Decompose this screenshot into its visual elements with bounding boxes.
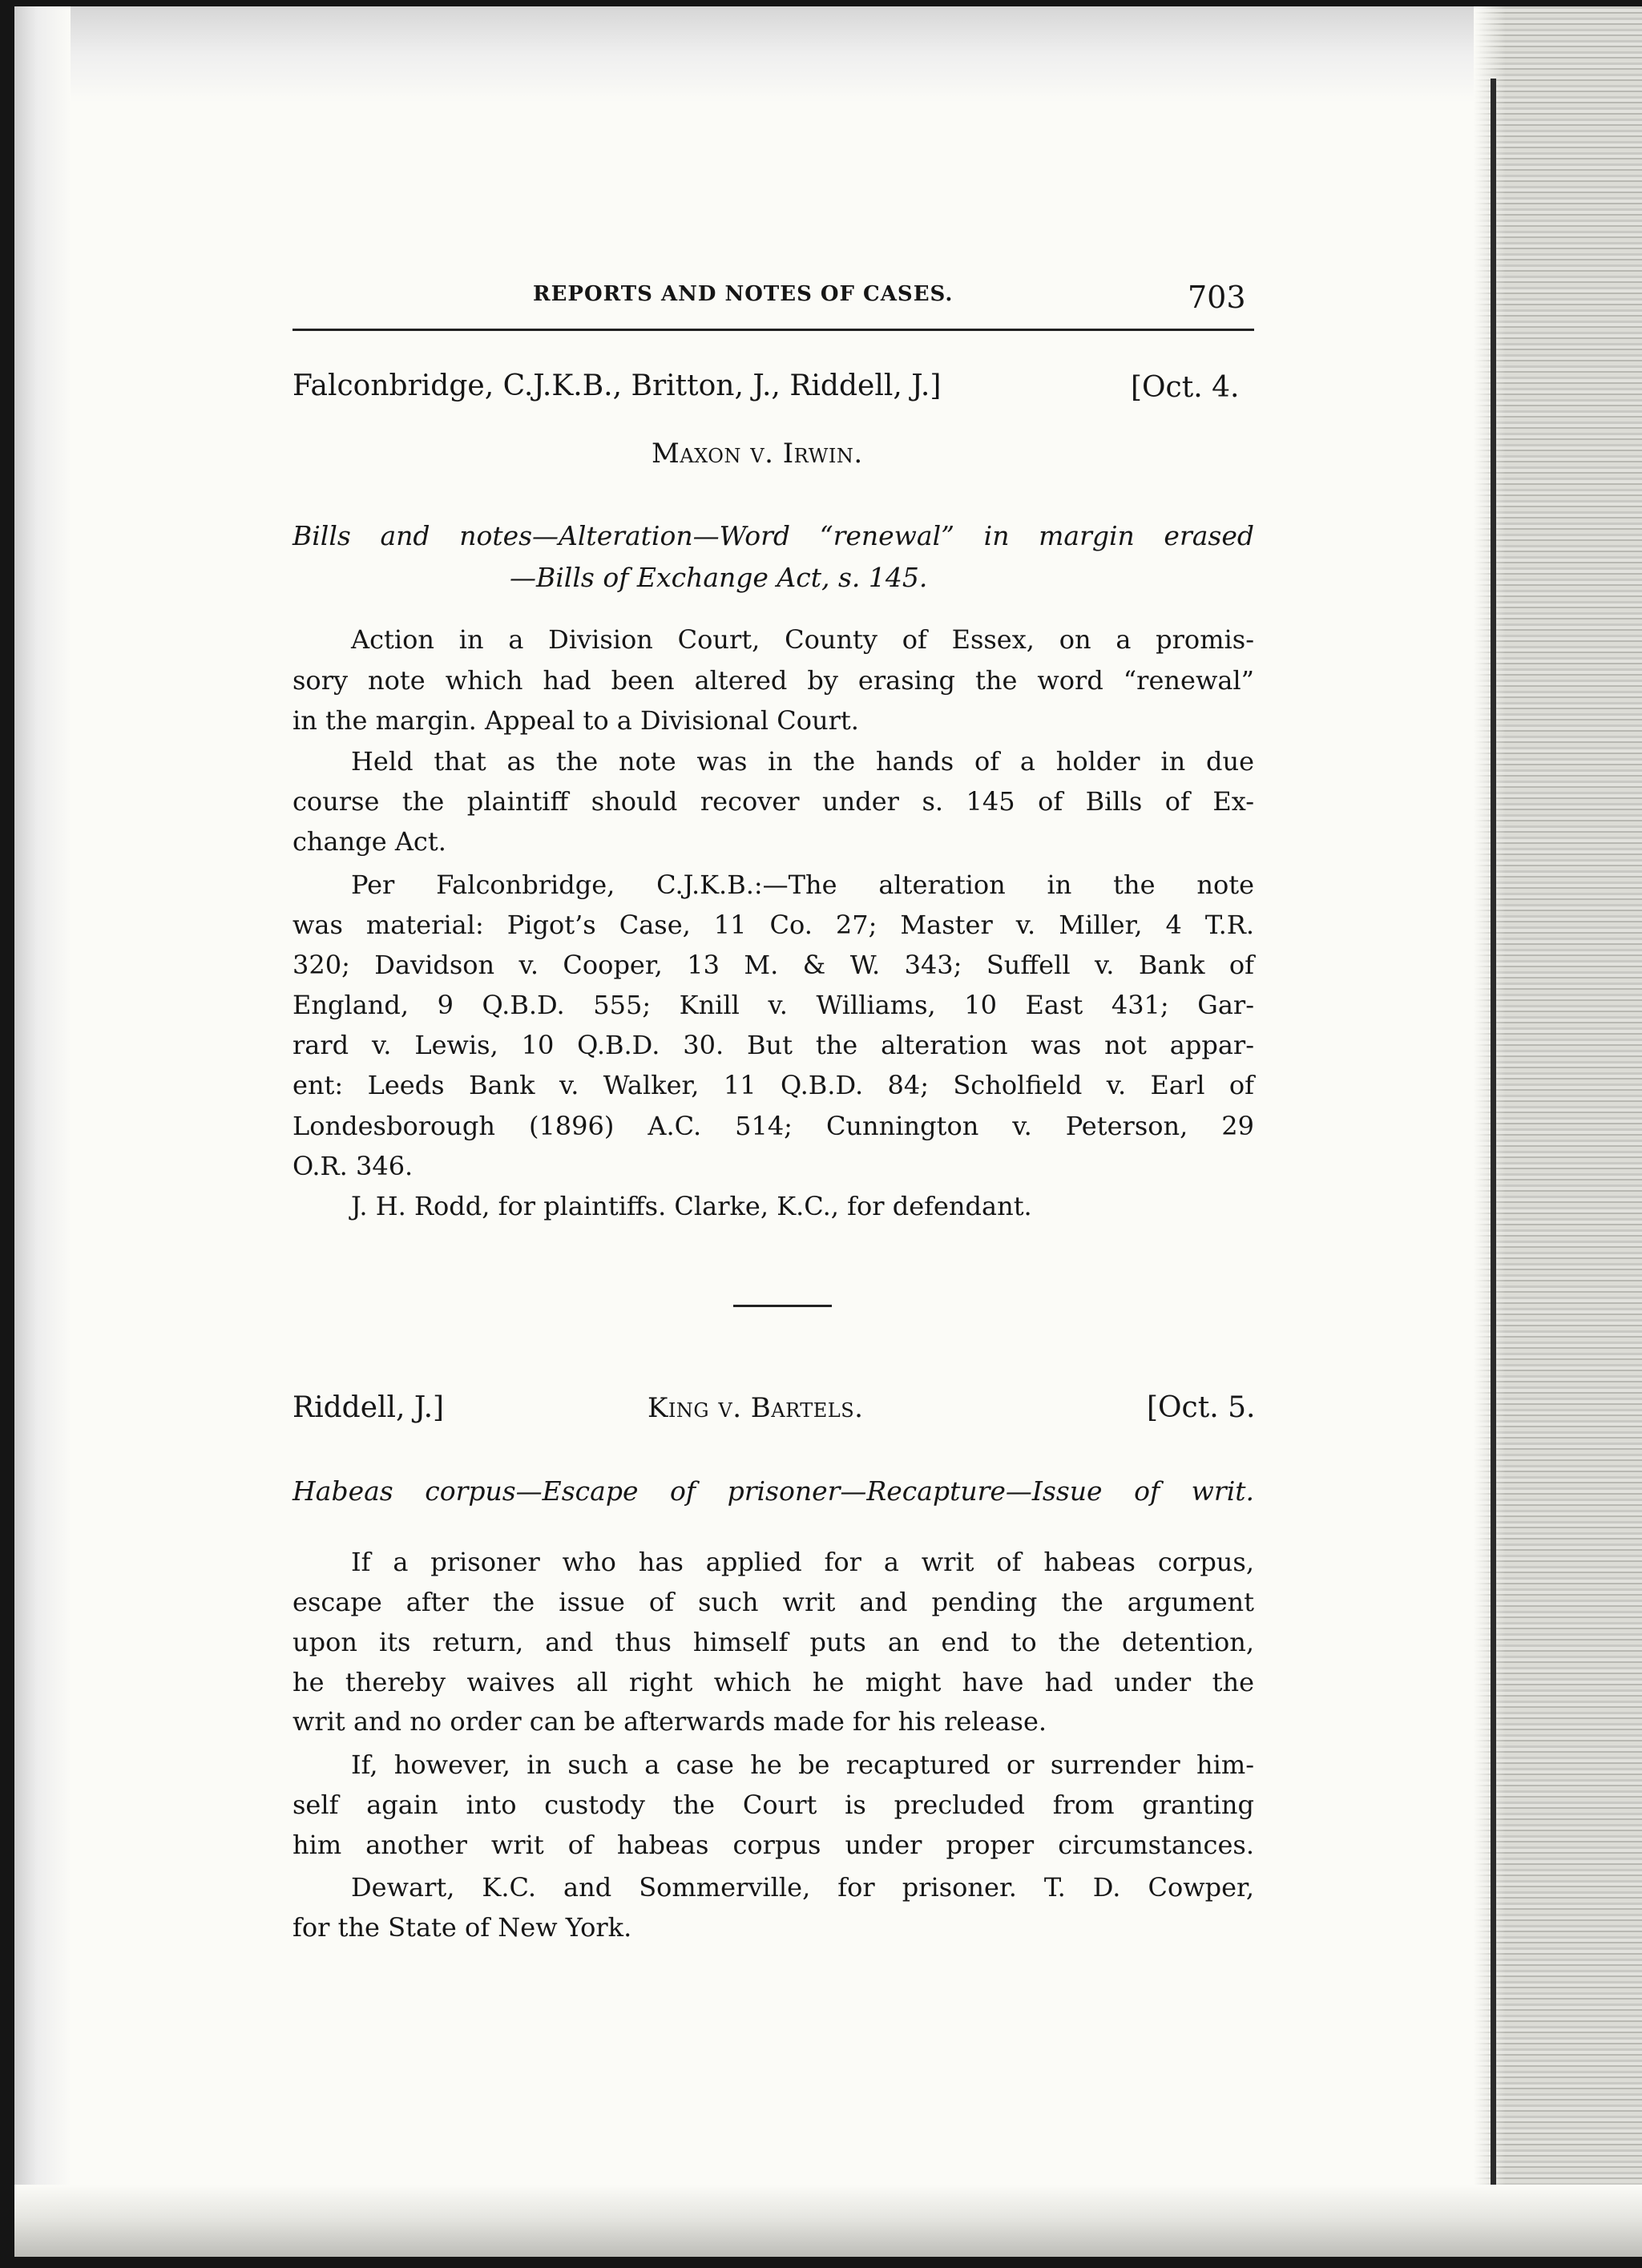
case2-judges: Riddell, J.] <box>292 1391 445 1424</box>
page-number: 703 <box>1188 280 1246 315</box>
case2-para1-line: writ and no order can be afterwards made for his release. <box>292 1706 1047 1737</box>
case-separator <box>733 1305 832 1307</box>
case2-para2-line: him another writ of habeas corpus under proper circumstances. <box>292 1830 1254 1860</box>
case1-judges: Falconbridge, C.J.K.B., Britton, J., Riddell, J.] <box>292 369 942 402</box>
case1-opinion-line: England, 9 Q.B.D. 555; Knill v. Williams, 10 East 431; Gar- <box>292 990 1254 1020</box>
case1-statement-line: sory note which had been altered by erasing the word “renewal” <box>292 665 1254 696</box>
case1-held-line: change Act. <box>292 826 446 857</box>
case1-statement-line: in the margin. Appeal to a Divisional Court. <box>292 705 859 736</box>
case1-held-line: Held that as the note was in the hands of a holder in due <box>351 746 1254 777</box>
page-top-shadow <box>14 6 1642 103</box>
case1-title: Maxon v. Irwin. <box>652 438 863 470</box>
case1-opinion-line: rard v. Lewis, 10 Q.B.D. 30. But the alteration was not appar- <box>292 1030 1254 1060</box>
case2-para1-line: escape after the issue of such writ and pending the argument <box>292 1587 1254 1617</box>
case1-counsel: J. H. Rodd, for plaintiffs. Clarke, K.C., for defendant. <box>351 1191 1032 1221</box>
case1-opinion-line: 320; Davidson v. Cooper, 13 M. & W. 343; Suffell v. Bank of <box>292 950 1254 980</box>
case2-counsel-line: for the State of New York. <box>292 1912 632 1943</box>
running-title: REPORTS AND NOTES OF CASES. <box>533 282 954 306</box>
case1-opinion-line: Per Falconbridge, C.J.K.B.:—The alteration in the note <box>351 870 1254 900</box>
case1-statement-line: Action in a Division Court, County of Essex, on a promis- <box>351 624 1254 655</box>
case1-opinion-line: was material: Pigot’s Case, 11 Co. 27; Master v. Miller, 4 T.R. <box>292 910 1254 940</box>
case1-headnote-line: —Bills of Exchange Act, s. 145. <box>510 562 928 593</box>
case2-title: King v. Bartels. <box>648 1392 864 1424</box>
case1-headnote-line: Bills and notes—Alteration—Word “renewal” in margin erased <box>292 520 1254 551</box>
scanned-page <box>14 6 1642 2257</box>
binding-rule <box>1491 79 1496 2202</box>
case2-para2-line: If, however, in such a case he be recaptured or surrender him- <box>351 1749 1254 1780</box>
page-edge-stack <box>1474 6 1642 2257</box>
case1-opinion-line: Londesborough (1896) A.C. 514; Cunnington v. Peterson, 29 <box>292 1111 1254 1141</box>
case2-para2-line: self again into custody the Court is precluded from granting <box>292 1790 1254 1820</box>
case1-opinion-line: O.R. 346. <box>292 1151 414 1181</box>
case2-counsel-line: Dewart, K.C. and Sommerville, for prisoner. T. D. Cowper, <box>351 1872 1254 1903</box>
case2-para1-line: upon its return, and thus himself puts an end to the detention, <box>292 1627 1254 1657</box>
header-rule <box>292 329 1254 331</box>
case1-date: [Oct. 4. <box>1131 371 1240 404</box>
case1-held-line: course the plaintiff should recover under s. 145 of Bills of Ex- <box>292 786 1254 817</box>
case2-headnote: Habeas corpus—Escape of prisoner—Recapture—Issue of writ. <box>292 1475 1254 1507</box>
case2-date: [Oct. 5. <box>1147 1391 1256 1424</box>
page-bottom-shadow <box>14 2185 1642 2257</box>
page-left-shadow <box>14 6 71 2257</box>
case2-para1-line: he thereby waives all right which he might have had under the <box>292 1667 1254 1697</box>
case1-opinion-line: ent: Leeds Bank v. Walker, 11 Q.B.D. 84; Scholfield v. Earl of <box>292 1070 1254 1100</box>
case2-para1-line: If a prisoner who has applied for a writ of habeas corpus, <box>351 1547 1254 1577</box>
